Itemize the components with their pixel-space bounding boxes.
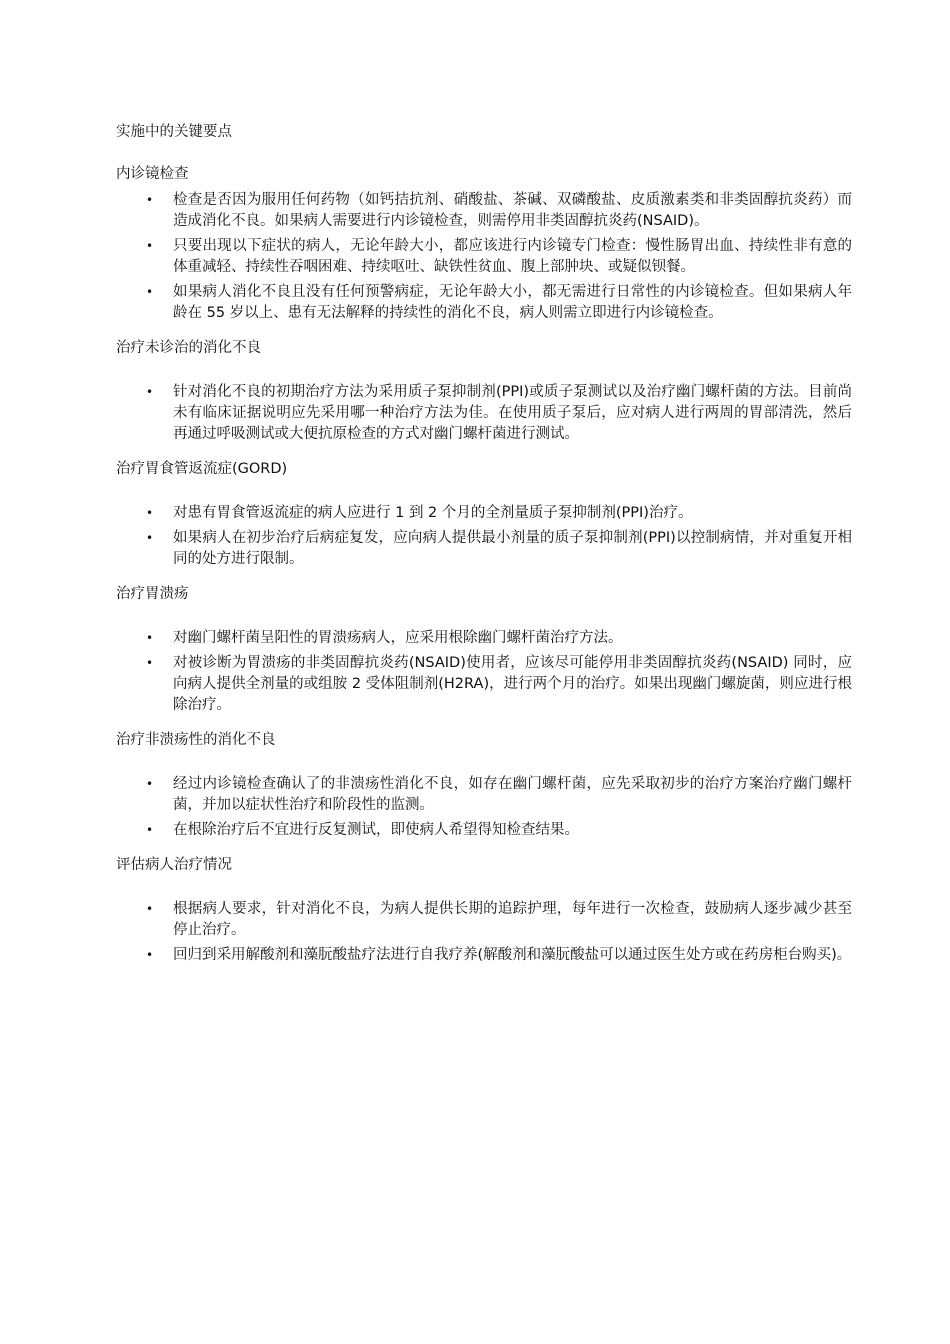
document-page bbox=[116, 122, 852, 980]
section-heading-endoscopy: 内诊镜检查 bbox=[116, 166, 189, 182]
list-item bbox=[116, 236, 852, 278]
list-item-text: 针对消化不良的初期治疗方法为采用质子泵抑制剂(PPI)或质子泵测试以及治疗幽门螺杆菌的方法。目前尚未有临床证据说明应先采用哪一种治疗方法为佳。在使用质子泵后，应对病人进行两周的胃部清洗，然后再通过呼吸测试或大便抗原检查的方式对幽门螺杆菌进行测试。 bbox=[173, 384, 852, 442]
list-item-text: 只要出现以下症状的病人，无论年龄大小，都应该进行内诊镜专门检查：慢性肠胃出血、持续性非有意的体重减轻、持续性吞咽困难、持续呕吐、缺铁性贫血、腹上部肿块、或疑似钡餐。 bbox=[173, 238, 852, 275]
section-heading-gord: 治疗胃食管返流症(GORD) bbox=[116, 461, 288, 477]
section-list-endoscopy bbox=[116, 190, 852, 324]
bullet-icon: • bbox=[146, 823, 154, 837]
bullet-icon: • bbox=[146, 385, 154, 399]
list-item-text: 在根除治疗后不宜进行反复测试，即使病人希望得知检查结果。 bbox=[173, 822, 579, 838]
list-item-text: 检查是否因为服用任何药物（如钙拮抗剂、硝酸盐、茶碱、双磷酸盐、皮质激素类和非类固醇抗炎药）而造成消化不良。如果病人需要进行内诊镜检查，则需停用非类固醇抗炎药(NSAID)。 bbox=[173, 192, 852, 229]
document-title: 实施中的关键要点 bbox=[116, 124, 232, 140]
list-item-text: 回归到采用解酸剂和藻朊酸盐疗法进行自我疗养(解酸剂和藻朊酸盐可以通过医生处方或在药房柜台购买)。 bbox=[173, 947, 852, 963]
list-item bbox=[116, 282, 852, 324]
list-item-text: 对幽门螺杆菌呈阳性的胃溃疡病人，应采用根除幽门螺杆菌治疗方法。 bbox=[173, 630, 623, 646]
section-list-gord bbox=[116, 503, 852, 570]
bullet-icon: • bbox=[146, 239, 154, 253]
bullet-icon: • bbox=[146, 656, 154, 670]
section-heading-gastric-ulcer: 治疗胃溃疡 bbox=[116, 586, 189, 602]
section-list-undiagnosed-dyspepsia bbox=[116, 382, 852, 445]
list-item-text: 根据病人要求，针对消化不良，为病人提供长期的追踪护理，每年进行一次检查，鼓励病人逐步减少甚至停止治疗。 bbox=[173, 901, 852, 938]
bullet-icon: • bbox=[146, 506, 154, 520]
list-item bbox=[116, 528, 852, 570]
list-item-text: 经过内诊镜检查确认了的非溃疡性消化不良，如存在幽门螺杆菌，应先采取初步的治疗方案治疗幽门螺杆菌，并加以症状性治疗和阶段性的监测。 bbox=[173, 776, 852, 813]
list-item-text: 对被诊断为胃溃疡的非类固醇抗炎药(NSAID)使用者，应该尽可能停用非类固醇抗炎药(NSAID) 同时，应向病人提供全剂量的或组胺 2 受体阻制剂(H2RA)，进行两个月的治疗。如果出现幽门螺旋菌，则应进行根除治疗。 bbox=[173, 655, 852, 713]
list-item bbox=[116, 774, 852, 816]
list-item bbox=[116, 899, 852, 941]
bullet-icon: • bbox=[146, 285, 154, 299]
list-item-text: 如果病人在初步治疗后病症复发，应向病人提供最小剂量的质子泵抑制剂(PPI)以控制病情，并对重复开相同的处方进行限制。 bbox=[173, 530, 852, 567]
bullet-icon: • bbox=[146, 531, 154, 545]
section-heading-non-ulcer-dyspepsia: 治疗非溃疡性的消化不良 bbox=[116, 732, 276, 748]
list-item bbox=[116, 820, 852, 841]
list-item-text: 如果病人消化不良且没有任何预警病症，无论年龄大小，都无需进行日常性的内诊镜检查。但如果病人年龄在 55 岁以上、患有无法解释的持续性的消化不良，病人则需立即进行内诊镜检查。 bbox=[173, 284, 852, 321]
section-heading-treatment-review: 评估病人治疗情况 bbox=[116, 857, 232, 873]
bullet-icon: • bbox=[146, 948, 154, 962]
bullet-icon: • bbox=[146, 631, 154, 645]
list-item bbox=[116, 653, 852, 716]
bullet-icon: • bbox=[146, 193, 154, 207]
bullet-icon: • bbox=[146, 777, 154, 791]
list-item bbox=[116, 382, 852, 445]
section-list-non-ulcer-dyspepsia bbox=[116, 774, 852, 841]
list-item bbox=[116, 190, 852, 232]
section-heading-undiagnosed-dyspepsia: 治疗未诊治的消化不良 bbox=[116, 340, 261, 356]
list-item bbox=[116, 945, 852, 966]
list-item bbox=[116, 503, 852, 524]
section-list-gastric-ulcer bbox=[116, 628, 852, 716]
list-item-text: 对患有胃食管返流症的病人应进行 1 到 2 个月的全剂量质子泵抑制剂(PPI)治疗。 bbox=[173, 505, 693, 521]
list-item bbox=[116, 628, 852, 649]
section-list-treatment-review bbox=[116, 899, 852, 966]
bullet-icon: • bbox=[146, 902, 154, 916]
